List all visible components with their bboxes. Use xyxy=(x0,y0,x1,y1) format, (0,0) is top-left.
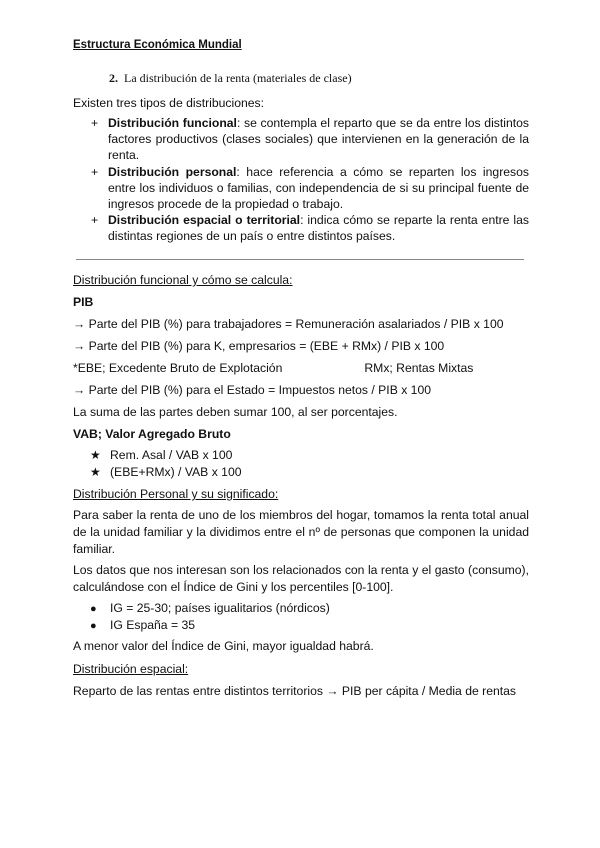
distribution-text: : indica cómo se reparte la renta entre las distintas regiones de un país o entre distintos países. xyxy=(108,213,530,243)
plus-bullet-icon: + xyxy=(91,213,99,227)
gini-item xyxy=(90,617,195,634)
distribution-item-personal xyxy=(91,164,529,212)
vab-label: VAB; Valor Agregado Bruto xyxy=(73,427,231,441)
distribution-term: Distribución funcional xyxy=(108,116,237,130)
abbreviation-notes xyxy=(73,360,473,376)
espacial-heading: Distribución espacial: xyxy=(73,662,189,676)
funcional-heading: Distribución funcional y cómo se calcula: xyxy=(73,273,293,287)
gini-note: A menor valor del Índice de Gini, mayor igualdad habrá. xyxy=(73,639,374,653)
distribution-item-espacial xyxy=(91,212,529,244)
espacial-text: Reparto de las rentas entre distintos territorios → PIB per cápita / Media de rentas xyxy=(73,684,517,698)
personal-paragraph-2: Los datos que nos interesan son los relacionados con la renta y el gasto (consumo), calculándose con el Índice de Gini y los percentiles [0-100]. xyxy=(73,563,529,594)
gini-item-text: IG España = 35 xyxy=(110,618,196,632)
distribution-item-funcional xyxy=(91,115,529,163)
vab-item xyxy=(90,447,232,463)
horizontal-divider xyxy=(76,259,524,260)
formula-empresarios: → Parte del PIB (%) para K, empresarios = (EBE + RMx) / PIB x 100 xyxy=(73,339,445,353)
distribution-text: : se contempla el reparto que se da entre los distintos factores productivos (clases sociales) que intervienen en la generación de la renta. xyxy=(108,116,530,162)
section-number: 2. xyxy=(109,71,118,85)
dot-bullet-icon: ● xyxy=(90,603,97,615)
sum-note: La suma de las partes deben sumar 100, al ser porcentajes. xyxy=(73,405,398,419)
rmx-note: RMx; Rentas Mixtas xyxy=(364,361,474,375)
star-bullet-icon: ★ xyxy=(90,465,101,479)
gini-item xyxy=(90,600,330,617)
document-header: Estructura Económica Mundial xyxy=(73,39,242,51)
gini-item-text: IG = 25-30; países igualitarios (nórdicos) xyxy=(110,601,330,615)
ebe-note: *EBE; Excedente Bruto de Explotación xyxy=(73,361,283,375)
section-title xyxy=(109,70,352,86)
vab-item xyxy=(90,464,242,480)
section-title-text: La distribución de la renta (materiales de clase) xyxy=(124,71,352,85)
plus-bullet-icon: + xyxy=(91,165,99,179)
dot-bullet-icon: ● xyxy=(90,620,97,632)
formula-estado: → Parte del PIB (%) para el Estado = Impuestos netos / PIB x 100 xyxy=(73,383,432,397)
star-bullet-icon: ★ xyxy=(90,448,101,462)
personal-heading: Distribución Personal y su significado: xyxy=(73,487,279,501)
pib-label: PIB xyxy=(73,295,94,309)
intro-text: Existen tres tipos de distribuciones: xyxy=(73,96,265,110)
vab-item-text: Rem. Asal / VAB x 100 xyxy=(110,448,233,462)
plus-bullet-icon: + xyxy=(91,116,99,130)
formula-trabajadores: → Parte del PIB (%) para trabajadores = Remuneración asalariados / PIB x 100 xyxy=(73,317,504,331)
personal-paragraph-1: Para saber la renta de uno de los miembros del hogar, tomamos la renta total anual de la unidad familiar y la dividimos entre el nº de personas que componen la unidad familiar. xyxy=(73,508,529,556)
distribution-term: Distribución espacial o territorial xyxy=(108,213,301,227)
distribution-text: : hace referencia a cómo se reparten los ingresos entre los individuos o familias, con independencia de si su principal fuente de ingresos procede de la propiedad o trabajo. xyxy=(108,165,529,211)
vab-item-text: (EBE+RMx) / VAB x 100 xyxy=(110,465,242,479)
distribution-term: Distribución personal xyxy=(108,165,237,179)
